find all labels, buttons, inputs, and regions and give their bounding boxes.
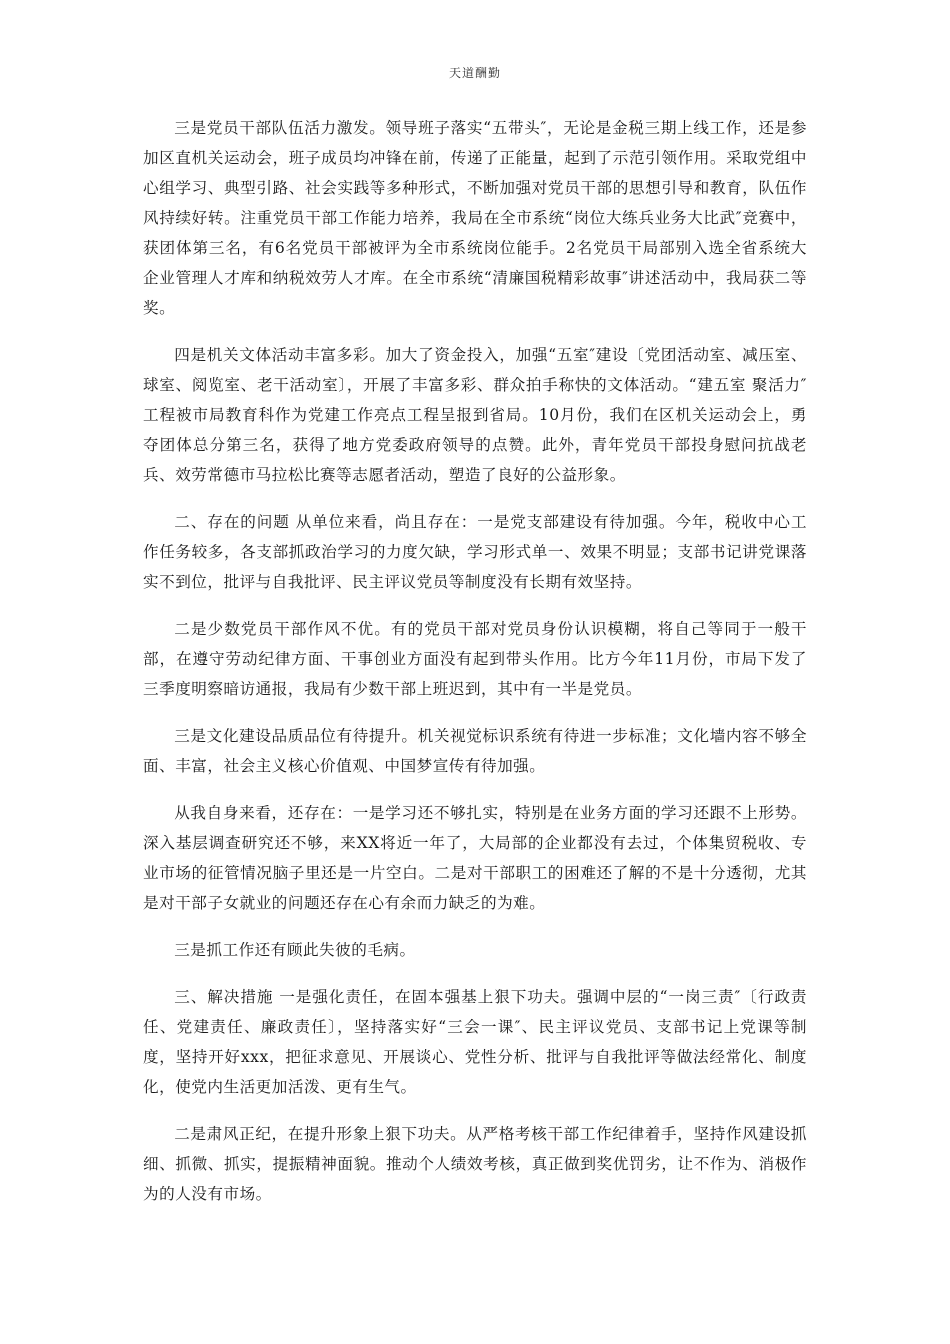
- paragraph-culture-building: 三是文化建设品质品位有待提升。机关视觉标识系统有待进一步标准；文化墙内容不够全面、丰富，社会主义核心价值观、中国梦宣传有待加强。: [143, 727, 807, 775]
- paragraph-self-reflection: 从我自身来看，还存在：一是学习还不够扎实，特别是在业务方面的学习还跟不上形势。深入基层调查研究还不够，来XX将近一年了，大局部的企业都没有去过，个体集贸税收、专业市场的征管情况脑子里还是一片空白。二是对干部职工的困难还了解的不是十分透彻，尤其是对干部子女就业的问题还存在心有余而力缺乏的为难。: [143, 804, 807, 912]
- document-body: [143, 113, 807, 1226]
- paragraph-solutions-responsibility: 三、解决措施 一是强化责任，在固本强基上狠下功夫。强调中层的“一岗三责″〔行政责任、党建责任、廉政责任〕，坚持落实好“三会一课″、民主评议党员、支部书记上党课等制度，坚持开好xxx，把征求意见、开展谈心、党性分析、批评与自我批评等做法经常化、制度化，使党内生活更加活泼、更有生气。: [143, 988, 807, 1096]
- paragraph-cultural-sports-activities: 四是机关文体活动丰富多彩。加大了资金投入，加强“五室″建设〔党团活动室、减压室、球室、阅览室、老干活动室〕，开展了丰富多彩、群众拍手称快的文体活动。“建五室 聚活力″工程被市局教育科作为党建工作亮点工程呈报到省局。10月份，我们在区机关运动会上，勇夺团体总分第三名，获得了地方党委政府领导的点赞。此外，青年党员干部投身慰问抗战老兵、效劳常德市马拉松比赛等志愿者活动，塑造了良好的公益形象。: [143, 346, 807, 484]
- paragraph-solutions-discipline: 二是肃风正纪，在提升形象上狠下功夫。从严格考核干部工作纪律着手，坚持作风建设抓细、抓微、抓实，提振精神面貌。推动个人绩效考核，真正做到奖优罚劣，让不作为、消极作为的人没有市场。: [143, 1125, 807, 1203]
- paragraph-party-cadre-vitality: 三是党员干部队伍活力激发。领导班子落实“五带头″，无论是金税三期上线工作，还是参加区直机关运动会，班子成员均冲锋在前，传递了正能量，起到了示范引领作用。采取党组中心组学习、典型引路、社会实践等多种形式，不断加强对党员干部的思想引导和教育，队伍作风持续好转。注重党员干部工作能力培养，我局在全市系统“岗位大练兵业务大比武″竞赛中，获团体第三名，有6名党员干部被评为全市系统岗位能手。2名党员干局部别入选全省系统大企业管理人才库和纳税效劳人才库。在全市系统“清廉国税精彩故事″讲述活动中，我局获二等奖。: [143, 119, 807, 317]
- paragraph-existing-problems: 二、存在的问题 从单位来看，尚且存在：一是党支部建设有待加强。今年，税收中心工作任务较多，各支部抓政治学习的力度欠缺，学习形式单一、效果不明显；支部书记讲党课落实不到位，批评与自我批评、民主评议党员等制度没有长期有效坚持。: [143, 513, 807, 591]
- paragraph-cadre-work-style: 二是少数党员干部作风不优。有的党员干部对党员身份认识模糊，将自己等同于一般干部，在遵守劳动纪律方面、干事创业方面没有起到带头作用。比方今年11月份，市局下发了三季度明察暗访通报，我局有少数干部上班迟到，其中有一半是党员。: [143, 620, 807, 698]
- paragraph-work-balance: 三是抓工作还有顾此失彼的毛病。: [174, 941, 416, 959]
- page-header: 天道酬勤: [448, 66, 501, 80]
